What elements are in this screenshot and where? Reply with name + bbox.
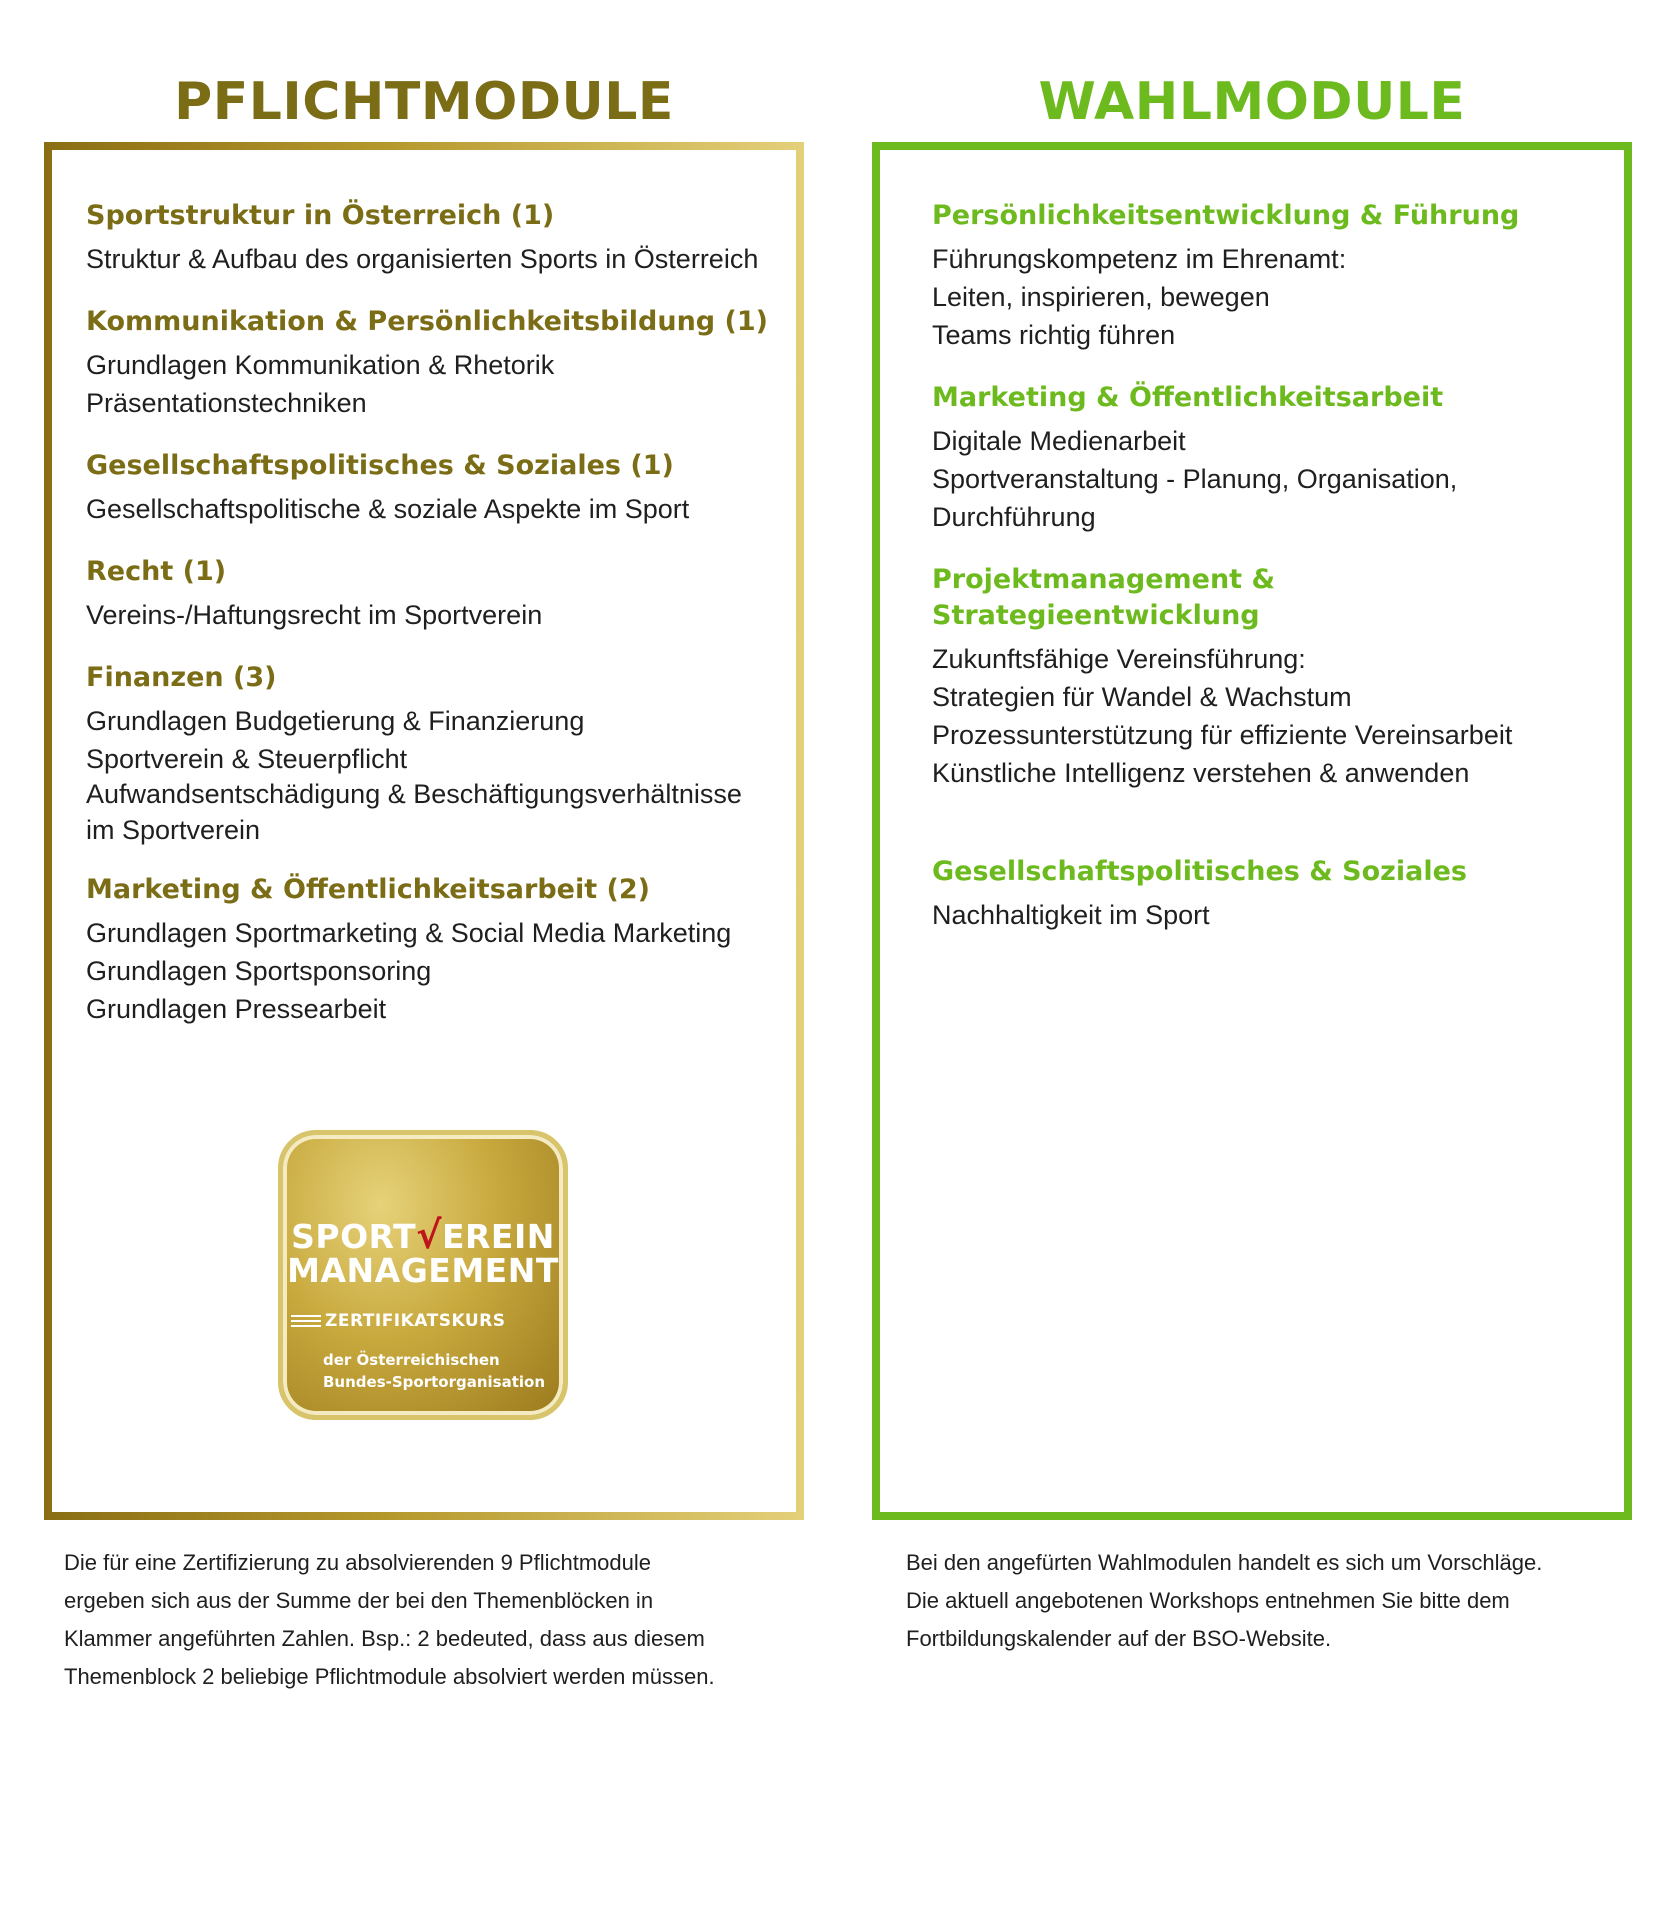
wahlmodule-list	[932, 198, 1604, 960]
wahlmodule-note: Bei den angefürten Wahlmodulen handelt es sich um Vorschläge. Die aktuell angebotenen Workshops entnehmen Sie bitte dem Fortbildungskalender auf der BSO-Website.	[906, 1550, 1543, 1651]
module-item: Digitale Medienarbeit	[932, 426, 1186, 456]
module-item: Vereins-/Haftungsrecht im Sportverein	[86, 600, 543, 630]
module-item: Grundlagen Pressearbeit	[86, 994, 387, 1024]
module-item: Durchführung	[932, 502, 1096, 532]
module-item: Künstliche Intelligenz verstehen & anwenden	[932, 758, 1470, 788]
stripes-icon	[291, 1312, 321, 1330]
badge-brand-line2: MANAGEMENT	[287, 1251, 559, 1290]
module-title: Recht (1)	[86, 556, 227, 587]
module-item: Teams richtig führen	[932, 320, 1176, 350]
wahlmodule-panel	[872, 142, 1632, 1520]
module-kommunikation	[86, 304, 776, 422]
module-title: Gesellschaftspolitisches & Soziales	[932, 856, 1468, 887]
module-item: im Sportverein	[86, 815, 261, 845]
pflichtmodule-panel	[44, 142, 804, 1520]
module-title: Marketing & Öffentlichkeitsarbeit (2)	[86, 874, 650, 905]
module-item: Führungskompetenz im Ehrenamt:	[932, 244, 1347, 274]
module-marketing	[932, 380, 1604, 536]
module-gesellschaftspolitisches	[86, 448, 776, 528]
module-item: Grundlagen Sportmarketing & Social Media Marketing	[86, 918, 732, 948]
module-title: Finanzen (3)	[86, 662, 277, 693]
module-item: Sportverein & Steuerpflicht	[86, 744, 408, 774]
module-item: Leiten, inspirieren, bewegen	[932, 282, 1270, 312]
module-item: Grundlagen Sportsponsoring	[86, 956, 432, 986]
module-item: Strategien für Wandel & Wachstum	[932, 682, 1352, 712]
module-marketing	[86, 872, 776, 1028]
module-title: Persönlichkeitsentwicklung & Führung	[932, 200, 1520, 231]
badge-brand-line1: SPORT√EREIN	[291, 1213, 555, 1257]
pflichtmodule-title: PFLICHTMODULE	[174, 72, 674, 132]
module-recht	[86, 554, 776, 634]
module-title: Kommunikation & Persönlichkeitsbildung (1)	[86, 306, 768, 337]
module-persoenlichkeitsentwicklung	[932, 198, 1604, 354]
module-item: Zukunftsfähige Vereinsführung:	[932, 644, 1306, 674]
module-title: Gesellschaftspolitisches & Soziales (1)	[86, 450, 674, 481]
module-item: Sportveranstaltung - Planung, Organisation,	[932, 464, 1458, 494]
module-item: Gesellschaftspolitische & soziale Aspekte im Sport	[86, 494, 690, 524]
module-item: Struktur & Aufbau des organisierten Sports in Österreich	[86, 244, 759, 274]
module-item: Nachhaltigkeit im Sport	[932, 900, 1210, 930]
module-sportstruktur	[86, 198, 776, 278]
checkmark-icon: √	[416, 1213, 442, 1257]
module-finanzen	[86, 660, 776, 846]
badge-subline: ZERTIFIKATSKURS	[291, 1311, 506, 1331]
module-gesellschaftspolitisches	[932, 854, 1604, 934]
module-item: Prozessunterstützung für effiziente Vereinsarbeit	[932, 720, 1513, 750]
module-item: Grundlagen Budgetierung & Finanzierung	[86, 706, 585, 736]
module-projektmanagement	[932, 562, 1604, 792]
module-item: Grundlagen Kommunikation & Rhetorik	[86, 350, 555, 380]
pflichtmodule-note: Die für eine Zertifizierung zu absolvierenden 9 Pflichtmodule ergeben sich aus der Summe der bei den Themenblöcken in Klammer angeführten Zahlen. Bsp.: 2 bedeuted, dass aus diesem Themenblock 2 beliebige Pflichtmodule absolviert werden müssen.	[64, 1550, 715, 1689]
module-title: Sportstruktur in Österreich (1)	[86, 200, 555, 231]
module-title: Projektmanagement & Strategieentwicklung	[932, 564, 1276, 631]
module-item: Präsentationstechniken	[86, 388, 367, 418]
sportverein-management-badge	[278, 1130, 568, 1420]
pflichtmodule-list	[86, 198, 776, 1054]
badge-organisation: der Österreichischen Bundes-Sportorganisation	[323, 1351, 545, 1391]
wahlmodule-title: WAHLMODULE	[1038, 72, 1466, 132]
module-title: Marketing & Öffentlichkeitsarbeit	[932, 382, 1444, 413]
module-item: Aufwandsentschädigung & Beschäftigungsverhältnisse	[86, 779, 742, 809]
